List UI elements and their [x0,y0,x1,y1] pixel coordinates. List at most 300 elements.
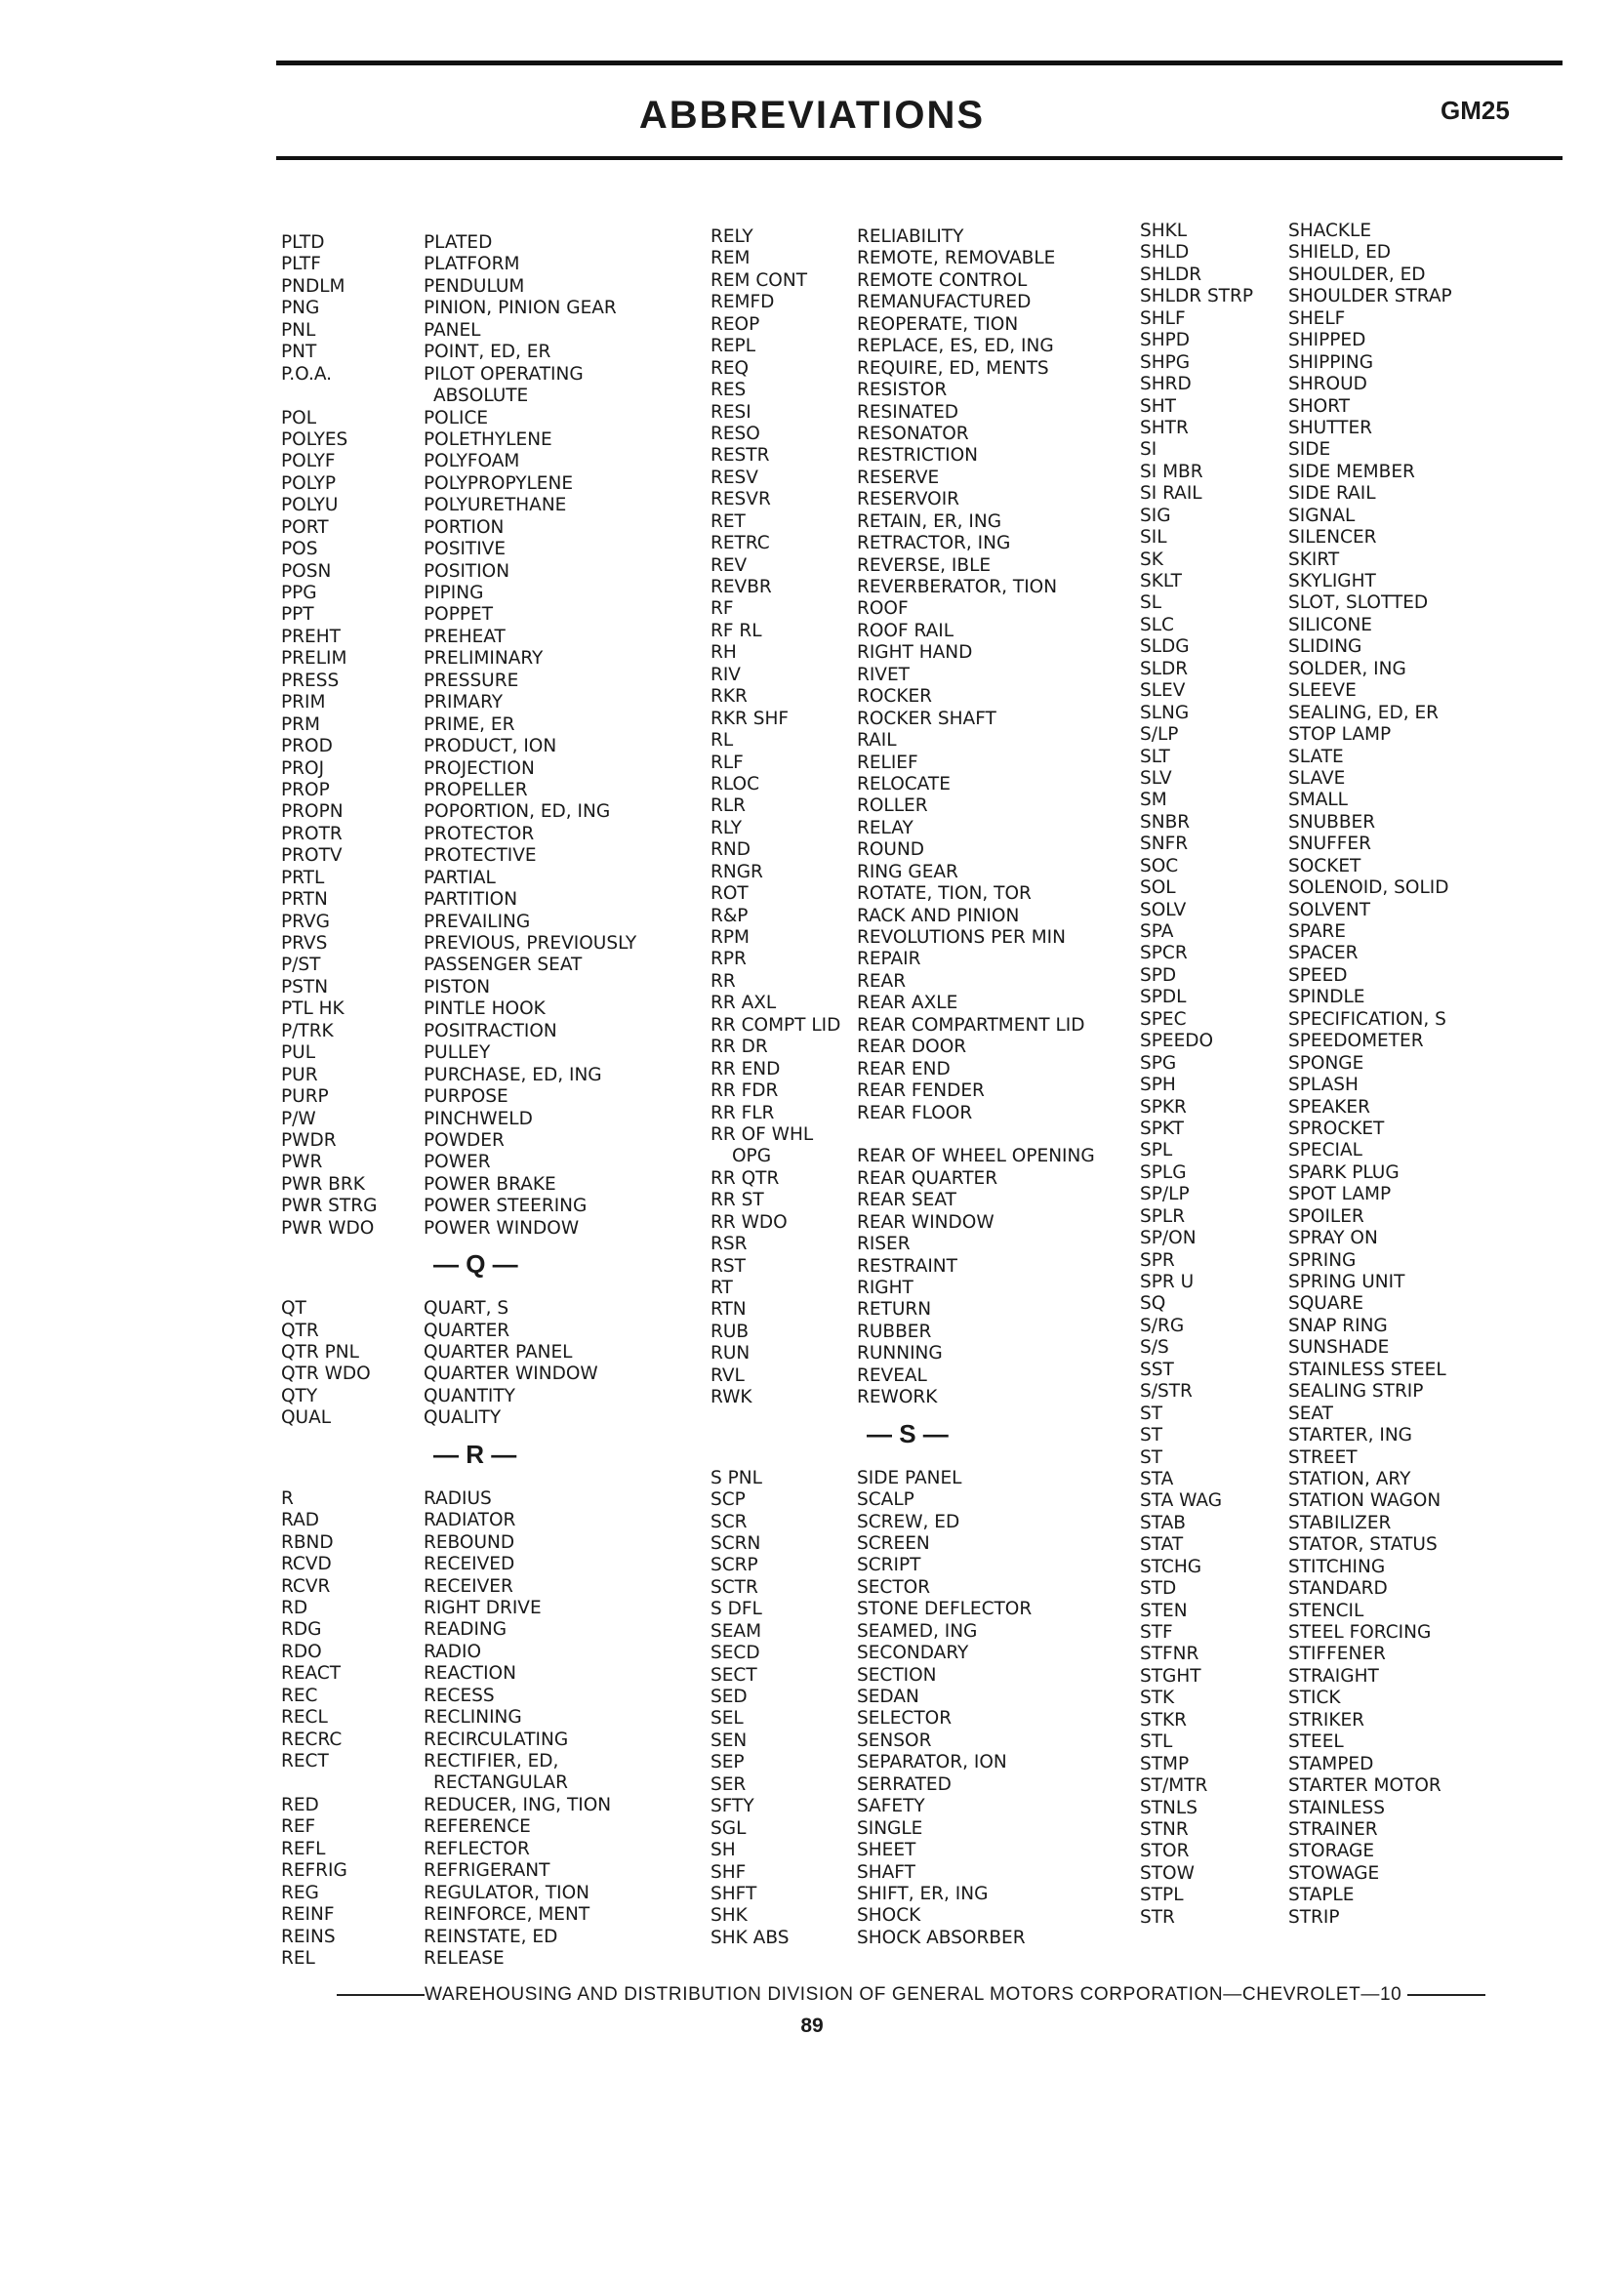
abbreviation-code: SLDR [1140,658,1189,679]
abbreviation-code: P/TRK [281,1020,334,1041]
abbreviation-meaning: ROTATE, TION, TOR [857,883,1032,905]
abbreviation-meaning: RECTANGULAR [433,1772,568,1794]
abbreviation-entry [710,424,1120,445]
abbreviation-code: RAD [281,1510,320,1531]
abbreviation-code: RST [710,1255,746,1277]
abbreviation-meaning: SECTOR [857,1576,931,1598]
abbreviation-entry [1140,1469,1550,1490]
abbreviation-meaning: RUBBER [857,1321,932,1342]
abbreviation-meaning: SIGNAL [1288,505,1356,526]
abbreviation-meaning: STRIP [1288,1906,1340,1928]
abbreviation-meaning: SERRATED [857,1773,952,1795]
abbreviation-meaning: POWER BRAKE [424,1173,556,1195]
abbreviation-meaning: RECEIVER [424,1575,513,1597]
abbreviation-code: S/LP [1140,724,1179,746]
abbreviation-meaning: STONE DEFLECTOR [857,1599,1033,1620]
abbreviation-code: SLDG [1140,636,1190,658]
abbreviation-entry [710,1928,1120,1949]
abbreviation-code: REFL [281,1838,326,1859]
abbreviation-meaning: SNUBBER [1288,811,1376,833]
abbreviation-code: QT [281,1298,306,1320]
abbreviation-entry [1140,987,1550,1008]
abbreviation-code: STA [1140,1468,1174,1489]
abbreviation-entry [281,232,701,254]
abbreviation-meaning: STORAGE [1288,1841,1375,1862]
abbreviation-code: RCVD [281,1554,332,1575]
abbreviation-entry [1140,439,1550,461]
abbreviation-meaning: PARTITION [424,889,518,911]
abbreviation-code: PLTF [281,254,321,275]
abbreviation-meaning: STRAIGHT [1288,1665,1379,1687]
abbreviation-entry [281,998,701,1020]
abbreviation-meaning: REOPERATE, TION [857,313,1019,335]
abbreviation-code: RES [710,380,747,401]
abbreviation-entry [710,1687,1120,1708]
abbreviation-code: STPL [1140,1885,1184,1906]
abbreviation-entry [710,949,1120,970]
abbreviation-entry [281,1730,701,1751]
abbreviation-meaning: REDUCER, ING, TION [424,1794,612,1815]
abbreviation-code: RR FLR [710,1102,775,1123]
abbreviation-code: ST/MTR [1140,1775,1208,1797]
abbreviation-entry [710,248,1120,269]
abbreviation-meaning: SPACER [1288,943,1359,964]
abbreviation-entry [281,1342,701,1364]
abbreviation-entry [710,993,1120,1014]
abbreviation-meaning: SHAFT [857,1861,915,1883]
abbreviation-meaning: SLOT, SLOTTED [1288,592,1429,614]
abbreviation-code: STF [1140,1622,1173,1643]
abbreviation-meaning: REPLACE, ES, ED, ING [857,336,1054,357]
abbreviation-entry [1140,1644,1550,1665]
abbreviation-meaning: REAR END [857,1058,951,1079]
abbreviation-entry [710,336,1120,357]
abbreviation-meaning: STOP LAMP [1288,724,1392,746]
abbreviation-code: RSR [710,1234,748,1255]
abbreviation-entry [281,801,701,823]
abbreviation-entry [281,671,701,692]
abbreviation-entry [710,1299,1120,1321]
abbreviation-meaning: PREVAILING [424,911,531,932]
abbreviation-entry [1140,242,1550,264]
abbreviation-meaning: SECTION [857,1664,937,1686]
abbreviation-code: RBND [281,1531,334,1553]
abbreviation-code: POSN [281,560,332,582]
abbreviation-code: REG [281,1882,319,1903]
abbreviation-entry [1140,1534,1550,1556]
abbreviation-meaning: SCREW, ED [857,1511,960,1532]
abbreviation-entry [281,1130,701,1152]
abbreviation-entry [1140,1404,1550,1425]
abbreviation-entry [1140,615,1550,636]
abbreviation-meaning: REFLECTOR [424,1838,530,1859]
abbreviation-meaning: RIGHT HAND [857,642,973,664]
abbreviation-code: RESV [710,467,758,488]
abbreviation-entry [710,1818,1120,1840]
abbreviation-meaning: POSITIVE [424,539,507,560]
abbreviation-code: REVBR [710,577,772,597]
abbreviation-entry [1140,659,1550,680]
abbreviation-meaning: SPECIAL [1288,1140,1362,1161]
abbreviation-meaning: SPOILER [1288,1205,1364,1227]
abbreviation-entry [710,1343,1120,1364]
top-rule [276,61,1563,65]
abbreviation-code: PREHT [281,626,341,647]
abbreviation-code: REPL [710,336,756,357]
abbreviation-code: PUL [281,1042,316,1064]
abbreviation-entry [281,758,701,780]
abbreviation-entry [710,358,1120,380]
abbreviation-entry [281,845,701,867]
abbreviation-meaning: QUANTITY [424,1385,515,1406]
abbreviation-entry [710,1708,1120,1730]
abbreviation-meaning: REAR OF WHEEL OPENING [857,1146,1095,1167]
abbreviation-code: SHK [710,1905,748,1927]
abbreviation-meaning: PINION, PINION GEAR [424,298,617,319]
abbreviation-entry [281,1904,701,1926]
abbreviation-code: PRTN [281,889,328,911]
abbreviation-entry [1140,527,1550,549]
abbreviation-code: RR QTR [710,1167,780,1189]
abbreviation-code: PRM [281,713,320,735]
abbreviation-meaning: PROTECTIVE [424,845,537,867]
abbreviation-entry [1140,724,1550,746]
abbreviation-code: SLT [1140,746,1170,767]
abbreviation-meaning: POLYFOAM [424,451,520,472]
abbreviation-entry [281,824,701,845]
abbreviation-code: SPDL [1140,987,1187,1008]
abbreviation-meaning: RADIUS [424,1487,492,1509]
abbreviation-meaning: PINCHWELD [424,1108,533,1129]
abbreviation-entry [1140,1513,1550,1534]
abbreviation-entry [281,604,701,626]
abbreviation-entry [710,1884,1120,1905]
abbreviation-entry [1140,790,1550,811]
abbreviation-code: STCHG [1140,1556,1202,1577]
abbreviation-meaning: PURCHASE, ED, ING [424,1064,602,1085]
abbreviation-meaning: RISER [857,1234,911,1255]
abbreviation-meaning: SPRAY ON [1288,1228,1378,1249]
abbreviation-entry [1140,1162,1550,1184]
abbreviation-entry [281,1532,701,1554]
abbreviation-entry [1140,330,1550,351]
abbreviation-meaning: STATION WAGON [1288,1490,1441,1512]
abbreviation-entry [281,1883,701,1904]
abbreviation-code: PNG [281,298,320,319]
abbreviation-entry [710,292,1120,313]
abbreviation-code: SIG [1140,505,1171,526]
abbreviation-code: REF [281,1816,316,1838]
abbreviation-code: RESTR [710,445,770,467]
section-letter: — Q — [433,1249,518,1280]
abbreviation-entry [710,1796,1120,1817]
abbreviation-entry [1140,592,1550,614]
abbreviation-code: RVL [710,1364,745,1386]
abbreviation-code: SNFR [1140,834,1189,855]
abbreviation-entry [1140,286,1550,307]
abbreviation-entry [1140,1710,1550,1731]
abbreviation-code: RR OF WHL [710,1123,814,1145]
abbreviation-code: PNL [281,319,316,341]
abbreviation-meaning: STATION, ARY [1288,1468,1411,1489]
abbreviation-code: PPT [281,604,314,626]
abbreviation-meaning: SHOULDER STRAP [1288,286,1452,307]
abbreviation-meaning: STRAINER [1288,1818,1378,1840]
abbreviation-entry [710,555,1120,577]
abbreviation-code: STR [1140,1906,1175,1928]
abbreviation-meaning: REGULATOR, TION [424,1882,590,1903]
abbreviation-meaning: SECONDARY [857,1643,969,1664]
abbreviation-code: S/STR [1140,1381,1193,1403]
abbreviation-entry [710,1468,1120,1489]
abbreviation-meaning: SHIPPING [1288,351,1374,373]
abbreviation-entry [281,912,701,933]
abbreviation-code: STK [1140,1688,1175,1709]
abbreviation-meaning: REAR QUARTER [857,1167,998,1189]
abbreviation-code: PWR [281,1152,323,1173]
abbreviation-entry [710,270,1120,292]
abbreviation-code: PNDLM [281,275,345,297]
abbreviation-code: RR [710,970,736,992]
abbreviation-code: SEP [710,1752,745,1773]
abbreviation-entry [281,692,701,713]
abbreviation-entry [1140,1009,1550,1031]
abbreviation-entry [1140,308,1550,330]
abbreviation-entry [710,1365,1120,1387]
abbreviation-entry [710,621,1120,642]
abbreviation-entry [1140,1075,1550,1096]
abbreviation-code: RLY [710,817,743,838]
abbreviation-entry [281,1948,701,1970]
abbreviation-meaning: SHROUD [1288,374,1367,395]
abbreviation-code: SI RAIL [1140,483,1202,505]
abbreviation-entry [710,402,1120,424]
abbreviation-meaning: POLICE [424,407,489,428]
abbreviation-meaning: STEEL FORCING [1288,1622,1432,1643]
abbreviation-meaning: RESISTOR [857,380,948,401]
abbreviation-meaning: STAMPED [1288,1753,1374,1774]
abbreviation-code: RIV [710,664,741,685]
abbreviation-code: RUN [710,1343,751,1364]
abbreviation-code: PRESS [281,670,340,691]
abbreviation-meaning: SHIELD, ED [1288,242,1392,264]
abbreviation-meaning: SPINDLE [1288,987,1365,1008]
abbreviation-meaning: SLATE [1288,746,1344,767]
abbreviation-code: RTN [710,1299,747,1321]
abbreviation-meaning: SEAMED, ING [857,1620,978,1642]
footer-text: WAREHOUSING AND DISTRIBUTION DIVISION OF GENERAL MOTORS CORPORATION—CHEVROLET—10 [337,1984,1488,2006]
abbreviation-meaning: SLEEVE [1288,680,1357,702]
abbreviation-code: SPD [1140,964,1177,986]
abbreviation-entry [281,1860,701,1882]
abbreviation-entry [1140,877,1550,899]
abbreviation-entry [281,320,701,342]
abbreviation-code: RWK [710,1387,752,1408]
abbreviation-meaning: RIVET [857,664,910,685]
abbreviation-meaning: RELIEF [857,752,918,773]
abbreviation-entry [710,1387,1120,1408]
abbreviation-entry [710,1621,1120,1643]
abbreviation-code: SHPG [1140,351,1191,373]
abbreviation-meaning: REWORK [857,1387,938,1408]
abbreviation-code: SHF [710,1861,747,1883]
abbreviation-meaning: RESONATOR [857,423,969,444]
abbreviation-entry [281,1174,701,1196]
abbreviation-entry [710,971,1120,993]
abbreviation-entry [1140,680,1550,702]
abbreviation-code: RR END [710,1058,781,1079]
abbreviation-code: RESI [710,401,751,423]
abbreviation-entry [281,1152,701,1173]
abbreviation-meaning: SHIFT, ER, ING [857,1883,989,1904]
abbreviation-code: P/ST [281,955,321,976]
abbreviation-code: STEN [1140,1600,1188,1621]
abbreviation-meaning: PISTON [424,976,491,998]
abbreviation-column-3 [1140,221,1550,1929]
abbreviation-entry [710,753,1120,774]
abbreviation-entry [281,298,701,319]
abbreviation-code: S PNL [710,1467,762,1488]
abbreviation-entry [710,883,1120,905]
abbreviation-entry [1140,1601,1550,1622]
abbreviation-meaning: RESERVOIR [857,489,960,510]
abbreviation-code: REFRIG [281,1860,347,1882]
abbreviation-entry [281,1642,701,1663]
abbreviation-entry [281,1510,701,1531]
abbreviation-code: SST [1140,1359,1174,1380]
abbreviation-meaning: POWDER [424,1129,505,1151]
abbreviation-meaning: RACK AND PINION [857,905,1020,926]
abbreviation-meaning: SILICONE [1288,614,1372,635]
abbreviation-entry [1140,812,1550,834]
abbreviation-entry [1140,221,1550,242]
abbreviation-entry [710,730,1120,752]
abbreviation-meaning: SEALING STRIP [1288,1381,1424,1403]
abbreviation-meaning: SEPARATOR, ION [857,1752,1007,1773]
abbreviation-meaning: RELOCATE [857,773,951,794]
abbreviation-code: SNBR [1140,811,1191,833]
abbreviation-code: SPR U [1140,1272,1195,1292]
abbreviation-entry [710,1015,1120,1037]
abbreviation-code: PROP [281,779,330,800]
abbreviation-entry [710,709,1120,730]
abbreviation-meaning: STENCIL [1288,1600,1364,1621]
abbreviation-code: R [281,1487,294,1509]
abbreviation-meaning: PREHEAT [424,626,506,647]
abbreviation-meaning: SPOT LAMP [1288,1184,1392,1205]
abbreviation-code: QTR PNL [281,1342,359,1363]
abbreviation-meaning: POSITRACTION [424,1020,557,1041]
abbreviation-meaning: SOLDER, ING [1288,658,1406,679]
abbreviation-entry [281,736,701,757]
abbreviation-entry [1140,1097,1550,1119]
abbreviation-entry [1140,1775,1550,1797]
abbreviation-entry [281,1816,701,1838]
abbreviation-code: QTR [281,1320,319,1341]
section-letter: — S — [867,1418,949,1448]
abbreviation-meaning: STREET [1288,1446,1358,1468]
abbreviation-code: RKR [710,686,748,708]
abbreviation-entry [710,1322,1120,1343]
abbreviation-code: REINF [281,1904,335,1926]
abbreviation-code: SOLV [1140,899,1187,920]
abbreviation-code: PROTR [281,823,343,844]
abbreviation-entry [710,642,1120,664]
abbreviation-meaning: STANDARD [1288,1578,1388,1600]
abbreviation-entry [281,1021,701,1042]
abbreviation-entry [281,539,701,560]
abbreviation-code: PROD [281,736,333,757]
abbreviation-entry [1140,1337,1550,1359]
abbreviation-entry [1140,1841,1550,1862]
abbreviation-meaning: REVOLUTIONS PER MIN [857,927,1066,948]
abbreviation-code: STA WAG [1140,1490,1223,1512]
abbreviation-code: SIL [1140,527,1167,549]
abbreviation-meaning: ROUND [857,839,925,861]
abbreviation-code: SHLD [1140,242,1190,264]
abbreviation-code: RNGR [710,861,763,882]
abbreviation-entry [710,1555,1120,1576]
abbreviation-entry [1140,1228,1550,1249]
abbreviation-entry [710,862,1120,883]
abbreviation-meaning: SHACKLE [1288,221,1372,241]
abbreviation-code: PTL HK [281,998,345,1020]
abbreviation-meaning: RADIATOR [424,1510,516,1531]
abbreviation-entry [710,1146,1120,1167]
abbreviation-code: REM [710,248,751,269]
abbreviation-meaning: PENDULUM [424,275,525,297]
abbreviation-entry [710,1774,1120,1796]
abbreviation-entry [281,1321,701,1342]
abbreviation-meaning: REAR WINDOW [857,1211,995,1233]
abbreviation-entry [281,1795,701,1816]
abbreviation-meaning: PIPING [424,583,484,603]
abbreviation-code: POL [281,407,317,428]
abbreviation-entry [281,1065,701,1086]
section-letter: — R — [433,1439,517,1469]
abbreviation-meaning: SLAVE [1288,767,1346,789]
abbreviation-code: SM [1140,790,1167,811]
abbreviation-code: POS [281,539,318,560]
abbreviation-meaning: STAINLESS STEEL [1288,1359,1446,1380]
abbreviation-entry [710,1862,1120,1884]
abbreviation-meaning: SIDE [1288,439,1331,461]
abbreviation-code: SGL [710,1817,747,1839]
abbreviation-entry [710,468,1120,489]
abbreviation-entry [710,1577,1120,1599]
abbreviation-entry [1140,921,1550,943]
abbreviation-entry [1140,1119,1550,1140]
abbreviation-meaning: SMALL [1288,790,1348,811]
abbreviation-code: RETRC [710,533,770,554]
abbreviation-entry [710,511,1120,533]
abbreviation-meaning: REPAIR [857,949,921,970]
abbreviation-meaning: RECTIFIER, ED, [424,1751,559,1771]
abbreviation-meaning: REMANUFACTURED [857,292,1032,313]
abbreviation-meaning: RECEIVED [424,1554,515,1575]
abbreviation-meaning: REVERSE, IBLE [857,554,992,576]
abbreviation-entry [1140,1731,1550,1753]
abbreviation-meaning: REVERBERATOR, TION [857,577,1058,597]
abbreviation-entry [281,1619,701,1641]
abbreviation-entry [281,1686,701,1707]
abbreviation-entry [710,1665,1120,1687]
abbreviation-entry [1140,418,1550,439]
abbreviation-code: POLYES [281,428,348,450]
abbreviation-code: PRIM [281,692,326,713]
abbreviation-code: STFNR [1140,1644,1199,1665]
abbreviation-entry [710,1059,1120,1080]
